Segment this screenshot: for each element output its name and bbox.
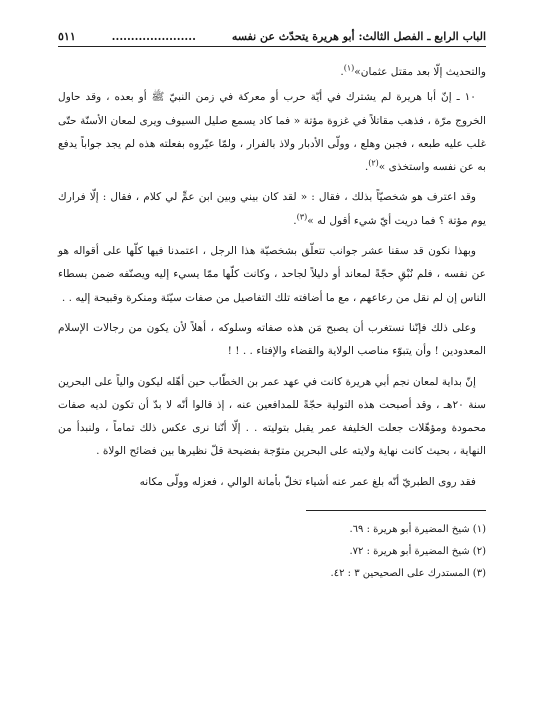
header-title: الباب الرابع ـ الفصل الثالث: أبو هريرة يتحدّث عن نفسه	[231, 30, 486, 43]
paragraph: وعلى ذلك فإنّنا نستغرب أن يصبح مَن هذه صفاته وسلوكه ، أهلاً لأن يكون من رجالات الإسلام المعدودين ! وأن يتبوّء مناصب الولاية والقضاء والإفتاء . . ! !	[58, 321, 486, 358]
page-number: ٥١١	[58, 30, 76, 43]
body-text	[58, 61, 486, 494]
paragraph: والتحديث إلّا بعد مقتل عثمان»$^{(١)}$.	[340, 63, 486, 78]
footnote-ref: (٣)	[296, 212, 308, 222]
footnote-ref: (٢)	[368, 158, 379, 168]
footnote-divider	[306, 510, 486, 511]
paragraph: وقد اعترف هو شخصيّاً بذلك ، فقال : « لقد كان بيني وبين ابن عمٍّ لي كلام ، فقال : إلّا فرارك يوم مؤتة ؟ فما دريت أيّ شيء أقول له »$^{(٣)}$.	[58, 191, 486, 227]
paragraph: وبهذا نكون قد سقنا عشر جوانب تتعلّق بشخصيّة هذا الرجل ، اعتمدنا فيها كلّها على أقواله هو عن نفسه ، فلم نُبْقِ حجّةً لمعاند أو دليلاً لجاحد ، وكانت كلّها ممّا يسيء إليه ويصنّفه ضمن بسطاء الناس إن لم نقل من رعاعهم ، مع ما أضافته تلك التفاصيل من صفات سيّئة ومنكرة وقبيحة إليه . .	[58, 245, 486, 304]
footnotes	[58, 519, 486, 585]
book-page	[58, 30, 486, 585]
footnote: (١) شيخ المضيرة أبو هريرة : ٦٩.	[349, 524, 486, 536]
footnote: (٢) شيخ المضيرة أبو هريرة : ٧٢.	[349, 546, 486, 558]
paragraph: ١٠ ـ إنّ أبا هريرة لم يشترك في أيّة حرب أو معركة في زمن النبيّ ﷺ أو بعده ، وقد حاول الخروج مرّة ، فذهب مقاتلاً في غزوة مؤتة « فما كاد يسمع صليل السيوف ويرى لمعان الأسنّة حتّى غلب عليه طبعه ، فجبن وهلع ، وولّى الأدبار ولاذ بالفرار ، ولمّا عيّروه بفعلته هذه لم يجد جواباً يدفع به عن نفسه واستخذى »$^{(٢)}$.	[58, 91, 486, 174]
running-header	[58, 30, 486, 47]
paragraph: إنّ بداية لمعان نجم أبي هريرة كانت في عهد عمر بن الخطّاب حين أهّله ليكون والياً على البحرين سنة ٢٠هـ ، وقد أصبحت هذه التولية حجّةً للمدافعين عنه ، إذ قالوا أنّه لا بدّ أن تكون لديه صفات محمودة ومؤهّلات جعلت الخليفة عمر يقبل بتوليته . . إلّا أنّنا نرى عكس ذلك تماماً ، ولنبدأ من النهاية ، بحيث كانت نهاية ولايته على البحرين متوّجة بفضيحة قلّ نظيرها بين فضائح الولاة .	[58, 375, 486, 458]
header-leader: ......................	[111, 30, 196, 43]
paragraph: فقد روى الطبريّ أنّه بلغ عمر عنه أشياء تخلّ بأمانة الوالي ، فعزله وولّى مكانه	[139, 475, 476, 488]
footnote-ref: (١)	[343, 63, 355, 73]
footnote: (٣) المستدرك على الصحيحين ٣ : ٤٢.	[330, 568, 486, 580]
